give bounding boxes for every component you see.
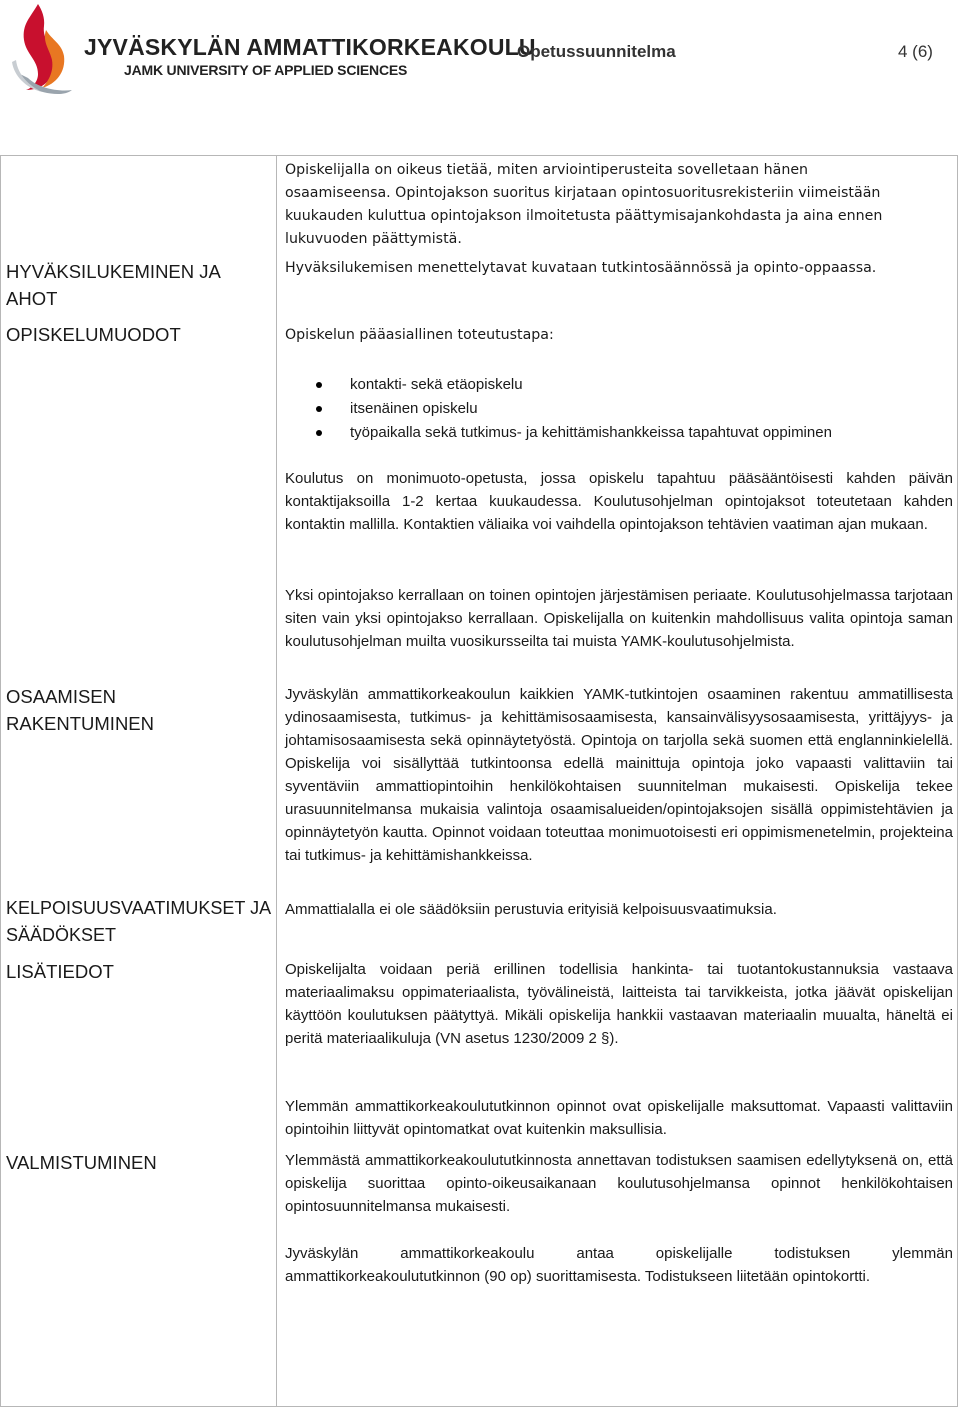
page-number: 4 (6) xyxy=(898,42,933,61)
paragraph-hyvaksilukeminen: Hyväksilukemisen menettelytavat kuvataan tutkintosäännössä ja opinto-oppaassa. xyxy=(285,260,877,276)
list-item xyxy=(316,421,832,445)
label-valmistuminen: VALMISTUMINEN xyxy=(6,1152,157,1173)
paragraph-arviointi xyxy=(285,159,953,251)
paragraph-arviointi-line: osaamiseensa. Opintojakson suoritus kirjataan opintosuoritusrekisteriin viimeistään xyxy=(285,185,881,201)
paragraph-valmistuminen: Ylemmästä ammattikorkeakoulututkinnosta annettavan todistuksen saamisen edellytyksenä on, että opiskelija suorittaa opinto-oikeusaikanaan koulutusohjelmansa opinnot henkilökohtaisen opintosuunnitelmansa mukaisesti. xyxy=(285,1152,953,1215)
bullet-icon xyxy=(316,406,322,412)
paragraph-toteutustapa: Opiskelun pääasiallinen toteutustapa: xyxy=(285,327,554,343)
list-item-text: itsenäinen opiskelu xyxy=(350,400,478,417)
paragraph-kelpoisuus: Ammattialalla ei ole säädöksiin perustuvia erityisiä kelpoisuusvaatimuksia. xyxy=(285,901,777,918)
label-kelpoisuusvaatimukset: KELPOISUUSVAATIMUKSET JA SÄÄDÖKSET xyxy=(6,898,271,945)
label-lisatiedot: LISÄTIEDOT xyxy=(6,961,114,982)
toteutustapa-list xyxy=(316,373,832,445)
paragraph-todistus: Jyväskylän ammattikorkeakoulu antaa opiskelijalle todistuksen ylemmän ammattikorkeakoulututkinnon (90 op) suorittamisesta. Todistukseen liitetään opintokortti. xyxy=(285,1245,953,1285)
list-item xyxy=(316,373,832,397)
bullet-icon xyxy=(316,382,322,388)
paragraph-arviointi-line: kuukauden kuluttua opintojakson ilmoitetusta päättymisajankohdasta ja aina ennen xyxy=(285,208,883,224)
paragraph-monimuoto: Koulutus on monimuoto-opetusta, jossa opiskelu tapahtuu pääsääntöisesti kahden päivän kontaktijaksoilla 1-2 kertaa kuukaudessa. Koulutusohjelman opintojaksot toteutetaan kahden kontaktin mallilla. Kontaktien väliaika voi vaihdella opintojakson tehtävien vaatiman ajan mukaan. xyxy=(285,470,953,533)
label-opiskelumuodot: OPISKELUMUODOT xyxy=(6,324,181,345)
brand-name: JYVÄSKYLÄN AMMATTIKORKEAKOULU xyxy=(84,34,536,60)
label-hyvaksilukeminen: HYVÄKSILUKEMINEN JA AHOT xyxy=(6,261,220,309)
list-item xyxy=(316,397,832,421)
brand-subtitle: JAMK UNIVERSITY OF APPLIED SCIENCES xyxy=(124,62,408,78)
paragraph-osaaminen: Jyväskylän ammattikorkeakoulun kaikkien YAMK-tutkintojen osaaminen rakentuu ammatillisesta ydinosaamisesta, tutkimus- ja kehittämisosaamisesta, kansainvälisyysosaamisesta, yrittäjyys- ja johtamisosaamisesta sekä opinnäytetyöstä. Opintoja on tarjolla sekä suomen että englanninkielellä. Opiskelija voi sisällyttää tutkintoonsa edellä mainittuja opintoja joko vapaasti valittaviin tai syventäviin ammattiopintoihin henkilökohtaisen suunnitelman mukaisesti. Opiskelija tekee urasuunnitelmansa mukaisia valintoja osaamisalueiden/opintojaksojen sisällä oppimistehtävien ja opinnäytetyön kautta. Opinnot voidaan toteuttaa monimuotoisesti eri oppimismenetelmin, projekteina tai tutkimus- ja kehittämishankkeissa. xyxy=(285,686,953,864)
flame-logo-icon xyxy=(8,2,74,96)
paragraph-maksuttomat: Ylemmän ammattikorkeakoulututkinnon opinnot ovat opiskelijalle maksuttomat. Vapaasti valittaviin opintoihin liittyvät opintomatkat ovat kuitenkin maksullisia. xyxy=(285,1098,953,1138)
document-title: Opetussuunnitelma xyxy=(517,42,676,61)
column-divider xyxy=(276,155,277,1407)
paragraph-yksi-opintojakso: Yksi opintojakso kerrallaan on toinen opintojen järjestämisen periaate. Koulutusohjelmassa tarjotaan siten vain yksi opintojakso kerrallaan. Opiskelijalla on kuitenkin mahdollisuus valita opintoja saman koulutusohjelman muilta vuosikursseilta tai muista YAMK-koulutusohjelmista. xyxy=(285,587,953,650)
list-item-text: kontakti- sekä etäopiskelu xyxy=(350,376,523,393)
list-item-text: työpaikalla sekä tutkimus- ja kehittämishankkeissa tapahtuvat oppiminen xyxy=(350,424,832,441)
bullet-icon xyxy=(316,430,322,436)
paragraph-arviointi-line: lukuvuoden päättymistä. xyxy=(285,231,462,247)
label-osaamisen-rakentuminen: OSAAMISEN RAKENTUMINEN xyxy=(6,686,155,734)
paragraph-arviointi-line: Opiskelijalla on oikeus tietää, miten arviointiperusteita sovelletaan hänen xyxy=(285,162,809,178)
paragraph-materiaalimaksu: Opiskelijalta voidaan periä erillinen todellisia hankinta- tai tuotantokustannuksia vastaava materiaalimaksu oppimateriaalista, työvälineistä, laitteista tai tarvikkeista, jotka jäävät opiskelijan käyttöön koulutuksen päätyttyä. Mikäli opiskelija hankkii vastaavan materiaalin muualta, häneltä ei peritä materiaalikuluja (VN asetus 1230/2009 2 §). xyxy=(285,961,953,1047)
page-header xyxy=(0,0,960,100)
